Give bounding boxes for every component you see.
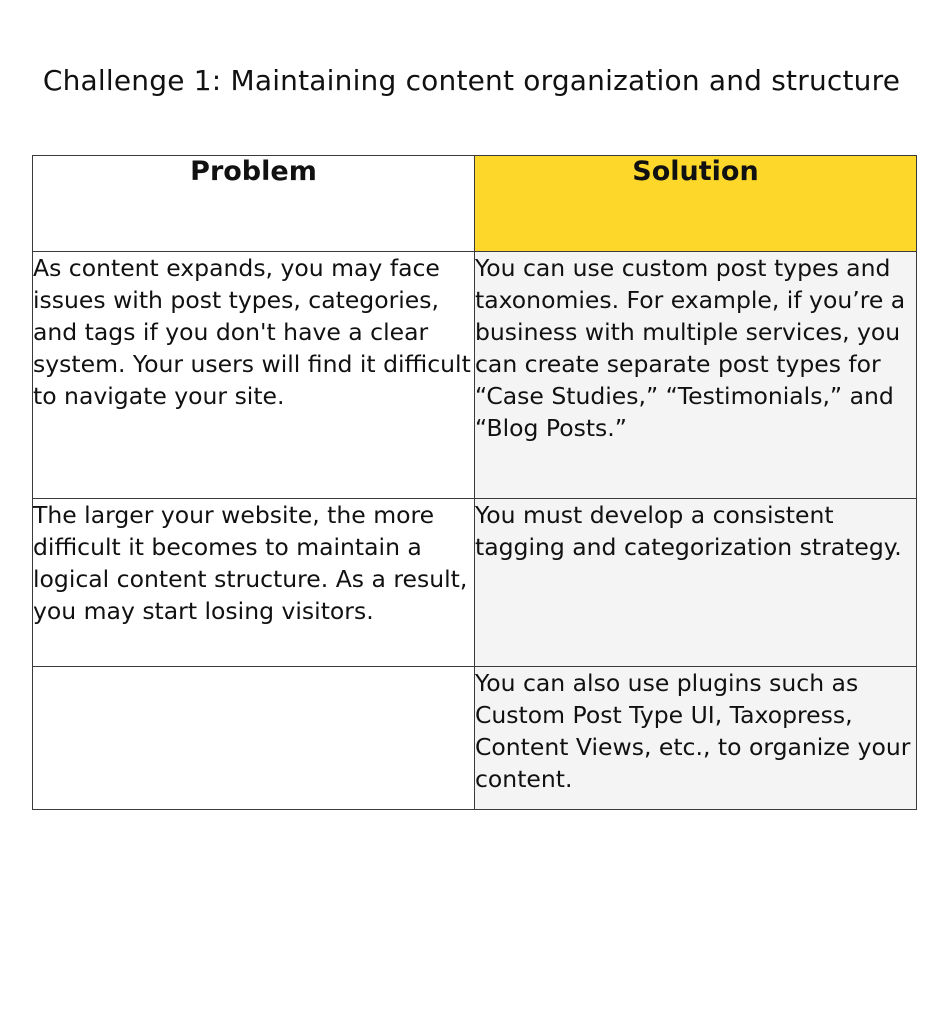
table-row [33,252,917,499]
problem-column-header: Problem [33,156,475,252]
problem-cell [33,667,475,810]
table-header-row [33,156,917,252]
page-title: Challenge 1: Maintaining content organization and structure [42,64,901,97]
solution-column-header: Solution [475,156,917,252]
solution-cell: You can use custom post types and taxonomies. For example, if you’re a business with multiple services, you can create separate post types for “Case Studies,” “Testimonials,” and “Blog Posts.” [475,252,917,499]
table-row [33,667,917,810]
problem-solution-table [32,155,917,810]
problem-cell: As content expands, you may face issues with post types, categories, and tags if you don't have a clear system. Your users will find it difficult to navigate your site. [33,252,475,499]
table-row [33,499,917,667]
solution-cell: You must develop a consistent tagging and categorization strategy. [475,499,917,667]
problem-cell: The larger your website, the more difficult it becomes to maintain a logical content structure. As a result, you may start losing visitors. [33,499,475,667]
solution-cell: You can also use plugins such as Custom Post Type UI, Taxopress, Content Views, etc., to organize your content. [475,667,917,810]
